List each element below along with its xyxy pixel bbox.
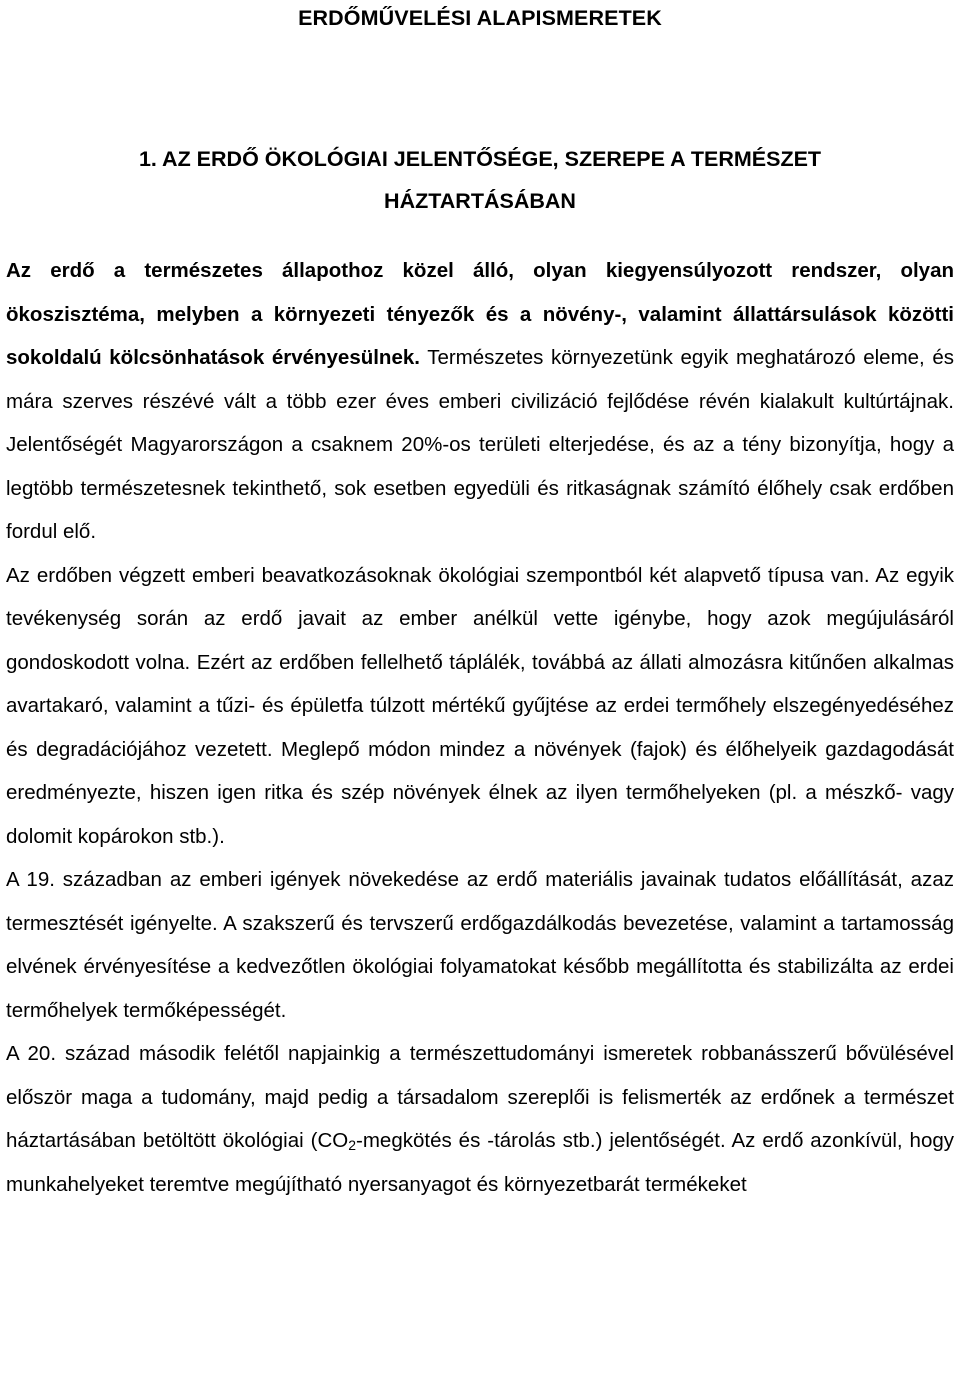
paragraph-3: A 19. században az emberi igények növekedése az erdő materiális javainak tudatos előállítását, azaz termesztését igényelte. A szakszerű és tervszerű erdőgazdálkodás bevezetése, valamint a tartamosság elvének érvényesítése a kedvezőtlen ökológiai folyamatokat később megállította és stabilizálta az erdei termőhelyek termőképességét. [6, 868, 954, 1022]
paragraph-2: Az erdőben végzett emberi beavatkozásoknak ökológiai szempontból két alapvető típusa van. Az egyik tevékenység során az erdő javait az ember anélkül vette igénybe, hogy azok megújulásáról gondoskodott volna. Ezért az erdőben fellelhető táplálék, továbbá az állati almozásra kitűnően alkalmas avartakaró, valamint a tűzi- és épületfa túlzott mértékű gyűjtése az erdei termőhely elszegényedéséhez és degradációjához vezetett. Meglepő módon mindez a növények (fajok) és élőhelyeik gazdagodását eredményezte, hiszen igen ritka és szép növények élnek az ilyen termőhelyeken (pl. a mészkő- vagy dolomit kopárokon stb.). [6, 563, 954, 848]
section-heading-line-2: HÁZTARTÁSÁBAN [384, 189, 576, 213]
paragraph-4-text-before: A 20. század második felétől napjainkig a természettudományi ismeretek robbanásszerű bővülésével először maga a tudomány, majd pedig a társadalom szereplői is felismerték az erdőnek a természet háztartásában betöltött ökológiai (CO [6, 1042, 954, 1152]
section-heading-line-1: 1. AZ ERDŐ ÖKOLÓGIAI JELENTŐSÉGE, SZEREPE A TERMÉSZET [138, 147, 822, 171]
paragraph-1 [6, 249, 954, 554]
body-text [6, 249, 954, 1206]
co2-subscript: 2 [348, 1137, 357, 1153]
document-title: ERDŐMŰVELÉSI ALAPISMERETEK [298, 6, 662, 30]
paragraph-4-text-after: -megkötés és -tárolás stb.) jelentőségét. Az erdő azonkívül, hogy munkahelyeket teremtve megújítható nyersanyagot és környezetbarát termékeket [6, 1129, 955, 1196]
paragraph-1-text: Természetes környezetünk egyik meghatározó eleme, és mára szerves részévé vált a több ezer éves emberi civilizáció fejlődése révén kialakult kultúrtájnak. Jelentőségét Magyarországon a csaknem 20%-os területi elterjedése, és az a tény bizonyítja, hogy a legtöbb természetesnek tekinthető, sok esetben egyedüli és ritkaságnak számító élőhely csak erdőben fordul elő. [6, 346, 954, 543]
paragraph-1-bold: Az erdő a természetes állapothoz közel álló, olyan kiegyensúlyozott rendszer, olyan ökoszisztéma, melyben a környezeti tényezők és a növény-, valamint állattársulások közötti sokoldalú kölcsönhatások érvényesülnek. [6, 259, 954, 369]
paragraph-4 [6, 1032, 954, 1206]
